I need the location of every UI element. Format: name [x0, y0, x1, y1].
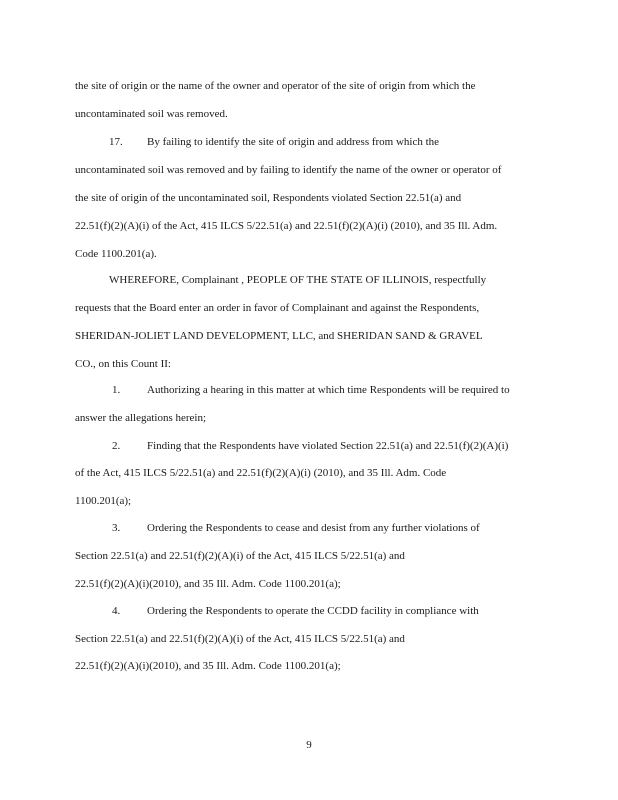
item-3-line-2: Section 22.51(a) and 22.51(f)(2)(A)(i) of the Act, 415 ILCS 5/22.51(a) and [75, 550, 405, 562]
item-2-number: 2. [112, 440, 121, 452]
wherefore-line-4: CO., on this Count II: [75, 358, 171, 370]
item-4-number: 4. [112, 605, 121, 617]
paragraph-17-line-1: By failing to identify the site of origin and address from which the [147, 136, 440, 148]
wherefore-line-1: WHEREFORE, Complainant , PEOPLE OF THE STATE OF ILLINOIS, respectfully [109, 274, 487, 286]
paragraph-17-line-2: uncontaminated soil was removed and by failing to identify the name of the owner or operator of [75, 164, 502, 176]
item-4-line-2: Section 22.51(a) and 22.51(f)(2)(A)(i) of the Act, 415 ILCS 5/22.51(a) and [75, 633, 405, 645]
page-number: 9 [306, 739, 312, 751]
item-1-line-2: answer the allegations herein; [75, 412, 207, 424]
wherefore-line-3: SHERIDAN-JOLIET LAND DEVELOPMENT, LLC, and SHERIDAN SAND & GRAVEL [75, 330, 483, 342]
item-1-number: 1. [112, 384, 121, 396]
item-3-line-3: 22.51(f)(2)(A)(i)(2010), and 35 Ill. Adm. Code 1100.201(a); [75, 578, 341, 590]
paragraph-17-line-3: the site of origin of the uncontaminated soil, Respondents violated Section 22.51(a) and [75, 192, 462, 204]
paragraph-17-number: 17. [109, 136, 123, 148]
continuation-line-2: uncontaminated soil was removed. [75, 108, 228, 120]
item-3-number: 3. [112, 522, 121, 534]
item-4-line-1: Ordering the Respondents to operate the CCDD facility in compliance with [147, 605, 479, 617]
continuation-line-1: the site of origin or the name of the owner and operator of the site of origin from which the [75, 80, 476, 92]
item-1-line-1: Authorizing a hearing in this matter at which time Respondents will be required to [147, 384, 510, 396]
item-3-line-1: Ordering the Respondents to cease and desist from any further violations of [147, 522, 480, 534]
item-2-line-2: of the Act, 415 ILCS 5/22.51(a) and 22.51(f)(2)(A)(i) (2010), and 35 Ill. Adm. Code [75, 467, 447, 479]
paragraph-17-line-4: 22.51(f)(2)(A)(i) of the Act, 415 ILCS 5/22.51(a) and 22.51(f)(2)(A)(i) (2010), and 35 Ill. Adm. [75, 220, 498, 232]
item-2-line-3: 1100.201(a); [75, 495, 132, 507]
item-2-line-1: Finding that the Respondents have violated Section 22.51(a) and 22.51(f)(2)(A)(i) [147, 440, 509, 452]
item-4-line-3: 22.51(f)(2)(A)(i)(2010), and 35 Ill. Adm. Code 1100.201(a); [75, 660, 341, 672]
paragraph-17-line-5: Code 1100.201(a). [75, 248, 157, 260]
wherefore-line-2: requests that the Board enter an order in favor of Complainant and against the Respondents, [75, 302, 480, 314]
